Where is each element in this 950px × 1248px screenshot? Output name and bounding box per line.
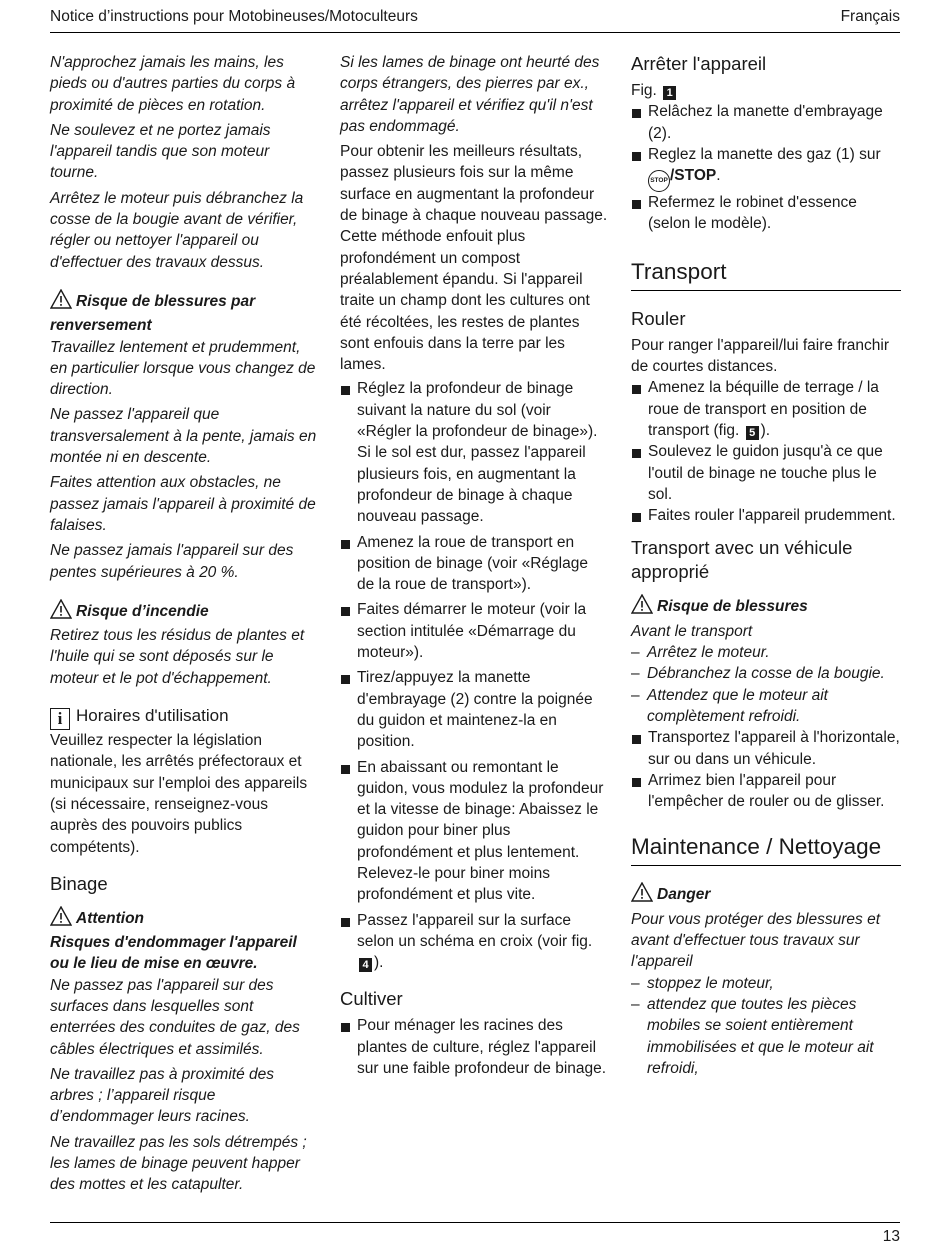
- footer-divider: [50, 1222, 900, 1223]
- list-item-text: ).: [760, 421, 771, 439]
- language-label: Français: [840, 8, 900, 25]
- warning-paragraph: Ne passez jamais l'appareil sur des pentes supérieures à 20 %.: [50, 542, 294, 581]
- warning-paragraph: Ne passez pas l'appareil sur des surfaces dans lesquelles sont enterrées des conduites de gaz, des câbles électriques et assimilés.: [50, 976, 300, 1058]
- warning-list: [631, 642, 901, 727]
- section-heading-rouler: Rouler: [631, 307, 686, 329]
- warning-paragraph: Ne passez l'appareil que transversalement à la pente, jamais en montée ni en descente.: [50, 406, 317, 467]
- figure-reference-badge: 4: [359, 958, 372, 972]
- warning-triangle-icon: [50, 289, 72, 315]
- warning-triangle-icon: [50, 906, 72, 932]
- figure-reference-badge: 5: [746, 426, 759, 440]
- warning-heading-attention: [50, 906, 318, 932]
- list-item: Refermez le robinet d'essence (selon le modèle).: [631, 192, 901, 235]
- list-item-text: Reglez la manette des gaz (1) sur: [648, 145, 881, 163]
- info-paragraph: Veuillez respecter la législation nationale, les arrêtés préfectoraux et municipaux sur l'emploi des appareils (si nécessaire, renseignez-vous auprès des pouvoirs publics compétents).: [50, 732, 308, 856]
- section-heading-binage: Binage: [50, 872, 108, 894]
- figure-label: Fig.: [631, 82, 662, 99]
- column-middle: [340, 52, 608, 1079]
- stop-icon: STOP: [648, 170, 670, 192]
- warning-paragraph: Avant le transport: [631, 622, 753, 640]
- warning-title: Danger: [657, 886, 711, 904]
- list-item: – Attendez que le moteur ait complètement refroidi.: [631, 685, 901, 728]
- body-paragraph: Pour obtenir les meilleurs résultats, passez plusieurs fois sur la même surface en augmentant la profondeur de binage à chaque nouveau passage. Cette méthode enfouit plus profondément un compost préalablement épandu. Si l'appareil traite un champ dont les cultures ont été récoltées, les restes de plantes sont enfouis dans la terre par les lames.: [340, 143, 608, 374]
- figure-reference-badge: 1: [663, 86, 676, 100]
- list-item: Relâchez la manette d'embrayage (2).: [631, 101, 901, 144]
- safety-paragraph: Ne soulevez et ne portez jamais l'appareil tandis que son moteur tourne.: [50, 121, 271, 182]
- stop-label: /STOP: [670, 167, 717, 185]
- instruction-list: [340, 378, 608, 973]
- list-item-text: ).: [374, 954, 384, 972]
- list-item: [631, 377, 901, 441]
- list-item-text: Passez l'appareil sur la surface selon un schéma en croix (voir fig.: [357, 911, 593, 950]
- info-title: Horaires d'utilisation: [76, 706, 229, 726]
- info-heading: [50, 705, 318, 730]
- warning-paragraph: Si les lames de binage ont heurté des corps étrangers, des pierres par ex., arrêtez l'appareil et vérifiez qu'il n'est pas endommagé.: [340, 54, 600, 135]
- safety-paragraph: N'approchez jamais les mains, les pieds ou d'autres parties du corps à proximité de pièces en rotation.: [50, 54, 296, 114]
- body-paragraph: Pour ranger l'appareil/lui faire franchir de courtes distances.: [631, 336, 889, 376]
- column-right: [631, 52, 901, 1079]
- warning-heading-fire: [50, 599, 318, 625]
- page-number: 13: [882, 1228, 900, 1245]
- document-title: Notice d’instructions pour Motobineuses/Motoculteurs: [50, 8, 418, 25]
- instruction-list: [631, 377, 901, 526]
- column-left: [50, 52, 318, 1196]
- warning-paragraph: Travaillez lentement et prudemment, en particulier lorsque vous changez de direction.: [50, 338, 316, 399]
- list-item: Amenez la roue de transport en position de binage (voir «Réglage de la roue de transport»).: [340, 532, 608, 596]
- list-item: Transportez l'appareil à l'horizontale, sur ou dans un véhicule.: [631, 727, 901, 770]
- warning-paragraph: Retirez tous les résidus de plantes et l'huile qui se sont déposés sur le moteur et le pot d'échappement.: [50, 627, 305, 687]
- section-heading-transport-vehicule: Transport avec un véhicule approprié: [631, 537, 853, 583]
- warning-triangle-icon: [631, 882, 653, 908]
- list-item: Arrimez bien l'appareil pour l'empêcher de rouler ou de glisser.: [631, 770, 901, 813]
- page-header: [50, 8, 900, 33]
- list-item: Faites rouler l'appareil prudemment.: [631, 505, 901, 526]
- list-item: – Débranchez la cosse de la bougie.: [631, 663, 901, 684]
- list-item: – stoppez le moteur,: [631, 973, 901, 994]
- warning-title: Risque de blessures par renversement: [50, 292, 256, 335]
- warning-triangle-icon: [631, 594, 653, 620]
- list-item: Pour ménager les racines des plantes de culture, réglez l'appareil sur une faible profondeur de binage.: [340, 1015, 608, 1079]
- warning-paragraph: Faites attention aux obstacles, ne passez jamais l'appareil à proximité de falaises.: [50, 474, 316, 534]
- list-item: [631, 144, 901, 192]
- list-item: Réglez la profondeur de binage suivant la nature du sol (voir «Régler la profondeur de binage»). Si le sol est dur, passez l'appareil plusieurs fois, en augmentant la profondeur de binage à chaque nouveau passage.: [340, 378, 608, 527]
- list-item: Tirez/appuyez la manette d'embrayage (2) contre la poignée du guidon et maintenez-la en position.: [340, 667, 608, 752]
- list-item: [340, 910, 608, 974]
- warning-paragraph: Ne travaillez pas à proximité des arbres ; l’appareil risque d’endommager leurs racines.: [50, 1065, 274, 1126]
- safety-paragraph: Arrêtez le moteur puis débranchez la cosse de la bougie avant de vérifier, régler ou nettoyer l'appareil ou d'effectuer des travaux dessus.: [50, 189, 304, 271]
- instruction-list: [631, 727, 901, 812]
- list-item: En abaissant ou remontant le guidon, vous modulez la profondeur et la vitesse de binage: Abaissez le guidon pour biner plus profondément et plus lentement. Relevez-le pour biner moins profondément et plus vite.: [340, 757, 608, 906]
- warning-heading-injury: [631, 594, 901, 620]
- warning-heading-tipping: [50, 289, 318, 337]
- list-item-text: Amenez la béquille de terrage / la roue de transport en position de transport (fig.: [648, 379, 879, 439]
- section-heading-arreter: Arrêter l'appareil: [631, 53, 767, 74]
- warning-subtitle: Risques d'endommager l'appareil ou le lieu de mise en œuvre.: [50, 934, 297, 973]
- warning-paragraph: Ne travaillez pas les sols détrempés ; les lames de binage peuvent happer des mottes et les catapulter.: [50, 1133, 307, 1194]
- warning-triangle-icon: [50, 599, 72, 625]
- list-item: – Arrêtez le moteur.: [631, 642, 901, 663]
- list-item-text: .: [716, 167, 721, 185]
- instruction-list: [631, 101, 901, 234]
- warning-title: Risque de blessures: [657, 598, 808, 616]
- list-item: Soulevez le guidon jusqu'à ce que l'outil de binage ne touche plus le sol.: [631, 441, 901, 505]
- section-heading-transport: Transport: [631, 257, 901, 291]
- warning-heading-danger: [631, 882, 901, 908]
- warning-paragraph: Pour vous protéger des blessures et avant d'effectuer tous travaux sur l'appareil: [631, 910, 880, 971]
- list-item: – attendez que toutes les pièces mobiles se soient entièrement immobilisées et que le moteur ait refroidi,: [631, 994, 901, 1079]
- info-icon: i: [50, 708, 70, 730]
- instruction-list: [340, 1015, 608, 1079]
- warning-title: Attention: [76, 909, 145, 927]
- section-heading-maintenance: Maintenance / Nettoyage: [631, 832, 901, 866]
- warning-list: [631, 973, 901, 1079]
- warning-title: Risque d’incendie: [76, 602, 209, 620]
- figure-reference: [631, 80, 901, 101]
- section-heading-cultiver: Cultiver: [340, 988, 403, 1010]
- list-item: Faites démarrer le moteur (voir la section intitulée «Démarrage du moteur»).: [340, 599, 608, 663]
